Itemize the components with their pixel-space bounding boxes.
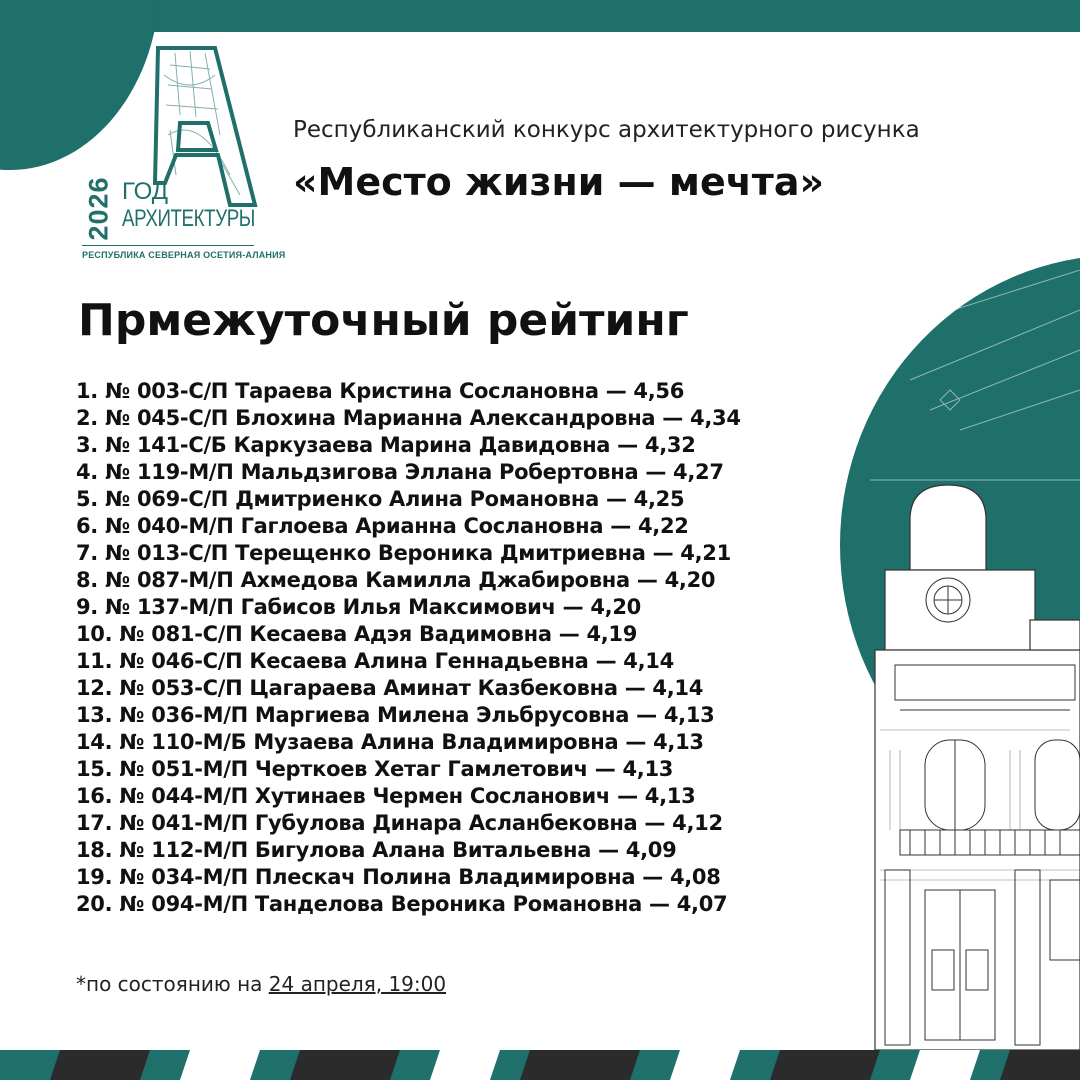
ranking-item: 18. № 112-М/П Бигулова Алана Витальевна — 4,09 [76, 838, 677, 862]
ranking-item: 16. № 044-М/П Хутинаев Чермен Сосланович — 4,13 [76, 784, 696, 808]
footnote-date: 24 апреля, 19:00 [268, 972, 447, 996]
logo-region: РЕСПУБЛИКА СЕВЕРНАЯ ОСЕТИЯ-АЛАНИЯ [82, 250, 286, 260]
ranking-item: 12. № 053-С/П Цагараева Аминат Казбековна — 4,14 [76, 676, 704, 700]
ranking-item: 8. № 087-М/П Ахмедова Камилла Джабировна — 4,20 [76, 568, 716, 592]
ranking-item: 14. № 110-М/Б Музаева Алина Владимировна — 4,13 [76, 730, 704, 754]
rating-title: Прмежуточный рейтинг [78, 295, 689, 346]
ranking-item: 2. № 045-С/П Блохина Марианна Александровна — 4,34 [76, 406, 741, 430]
logo-year [82, 176, 116, 242]
logo-line1: ГОД [122, 178, 169, 205]
logo-line2: АРХИТЕКТУРЫ [122, 205, 256, 232]
ranking-item: 4. № 119-М/П Мальдзигова Эллана Робертовна — 4,27 [76, 460, 724, 484]
footnote-prefix: *по состоянию на [76, 972, 269, 996]
ranking-item: 9. № 137-М/П Габисов Илья Максимович — 4,20 [76, 595, 641, 619]
ranking-item: 5. № 069-С/П Дмитриенко Алина Романовна — 4,25 [76, 487, 685, 511]
ranking-item: 6. № 040-М/П Гаглоева Арианна Сослановна — 4,22 [76, 514, 689, 538]
ranking-item: 15. № 051-М/П Черткоев Хетаг Гамлетович — 4,13 [76, 757, 674, 781]
logo-divider [82, 245, 254, 246]
ranking-item: 17. № 041-М/П Губулова Динара Асланбековна — 4,12 [76, 811, 723, 835]
contest-subtitle: Республиканский конкурс архитектурного рисунка [293, 117, 920, 143]
ranking-item: 10. № 081-С/П Кесаева Адэя Вадимовна — 4,19 [76, 622, 638, 646]
top-accent-bar [0, 0, 1080, 32]
ranking-item: 19. № 034-М/П Плескач Полина Владимировна — 4,08 [76, 865, 721, 889]
ranking-item: 1. № 003-С/П Тараева Кристина Сослановна — 4,56 [76, 379, 685, 403]
footnote [76, 972, 446, 996]
ranking-item: 11. № 046-С/П Кесаева Алина Геннадьевна — 4,14 [76, 649, 674, 673]
building-sketch-illustration [830, 270, 1080, 1050]
ranking-item: 13. № 036-М/П Маргиева Милена Эльбрусовна — 4,13 [76, 703, 715, 727]
ranking-item: 3. № 141-С/Б Каркузаева Марина Давидовна — 4,32 [76, 433, 696, 457]
bottom-stripes [0, 1050, 1080, 1080]
ranking-item: 20. № 094-М/П Танделова Вероника Романовна — 4,07 [76, 892, 728, 916]
contest-title: «Место жизни — мечта» [293, 160, 825, 204]
logo-year-text: 2026 [83, 176, 114, 241]
ranking-item: 7. № 013-С/П Терещенко Вероника Дмитриевна — 4,21 [76, 541, 731, 565]
ranking-list [76, 378, 741, 918]
